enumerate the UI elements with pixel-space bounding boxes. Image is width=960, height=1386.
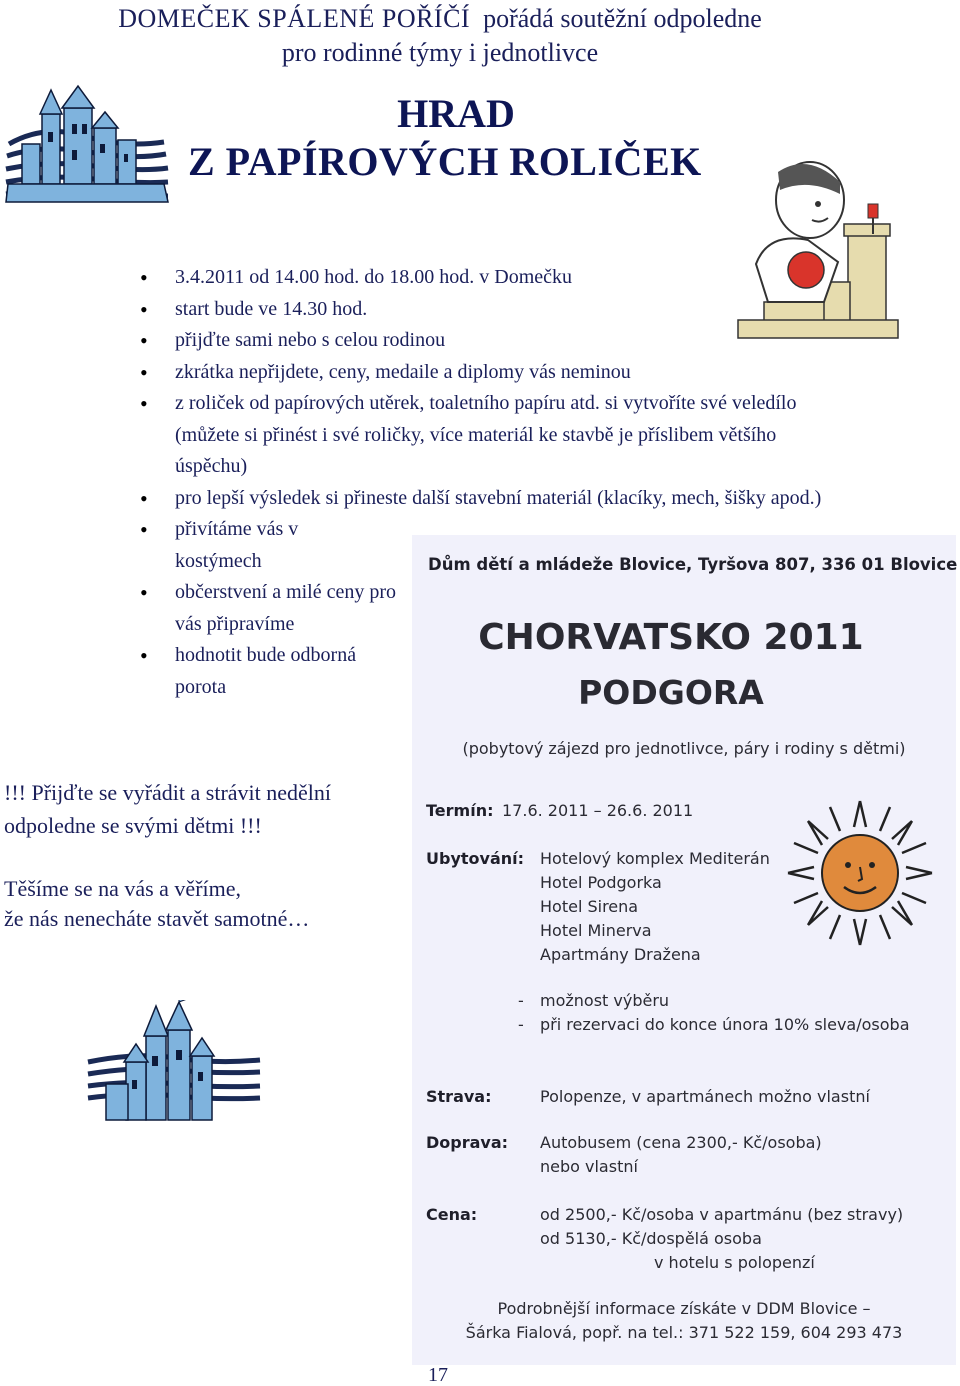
food-label: Strava: (426, 1087, 492, 1106)
accommodation-label: Ubytování: (426, 849, 525, 868)
food-value: Polopenze, v apartmánech možno vlastní (540, 1087, 870, 1106)
closing-line: !!! Přijďte se vyřádit a strávit nedělní (4, 780, 332, 805)
event-title-line-2: Z PAPÍROVÝCH ROLIČEK (188, 139, 702, 184)
poster-contact-line: Šárka Fialová, popř. na tel.: 371 522 159, 604 293 473 (465, 1323, 903, 1342)
castle-illustration-small (86, 1000, 262, 1130)
list-item: • přivítáme vás v kostýmech (140, 514, 310, 577)
note-item: možnost výběru (540, 991, 670, 1010)
list-item: • pro lepší výsledek si přineste další stavební materiál (klacíky, mech, šišky apod.) (140, 483, 880, 515)
price-value: od 2500,- Kč/osoba v apartmánu (bez stravy) (540, 1205, 904, 1224)
sun-icon (780, 793, 940, 953)
poster-info-line: Podrobnější informace získáte v DDM Blovice – (497, 1299, 871, 1318)
accommodation-item: Hotel Sirena (540, 897, 639, 916)
closing-wish (4, 874, 404, 934)
list-item: • zkrátka nepřijdete, ceny, medaile a diplomy vás neminou (140, 357, 900, 389)
poster-destination: PODGORA (578, 673, 764, 712)
price-label: Cena: (426, 1205, 478, 1224)
price-value: od 5130,- Kč/dospělá osoba (540, 1229, 762, 1248)
list-item: • start bude ve 14.30 hod. (140, 294, 900, 326)
transport-value: Autobusem (cena 2300,- Kč/osoba) (540, 1133, 822, 1152)
list-item: • z roliček od papírových utěrek, toaletního papíru atd. si vytvoříte své veledílo (můžete si přinést i své roličky, více materiál ke stavbě je příslibem většího úspěchu) (140, 388, 830, 483)
list-item: • přijďte sami nebo s celou rodinou (140, 325, 900, 357)
poster-address: Dům dětí a mládeže Blovice, Tyršova 807, 336 01 Blovice (428, 555, 958, 574)
note-item: při rezervaci do konce února 10% sleva/osoba (540, 1015, 910, 1034)
term-value: 17.6. 2011 – 26.6. 2011 (502, 801, 694, 820)
event-title-line-1: HRAD (397, 91, 515, 136)
poster-title: CHORVATSKO 2011 (478, 617, 864, 658)
organizer-name: DOMEČEK SPÁLENÉ POŘÍČÍ (118, 4, 471, 33)
accommodation-item: Hotelový komplex Mediterán (540, 849, 770, 868)
term-label: Termín: (426, 801, 494, 820)
closing-line: odpoledne se svými dětmi !!! (4, 813, 262, 838)
accommodation-item: Hotel Podgorka (540, 873, 662, 892)
list-item: • 3.4.2011 od 14.00 hod. do 18.00 hod. v Domečku (140, 262, 900, 294)
dash: - (518, 1015, 524, 1034)
accommodation-item: Apartmány Dražena (540, 945, 701, 964)
header-line-1-rest: pořádá soutěžní odpoledne (483, 4, 762, 33)
page-number: 17 (428, 1364, 448, 1386)
closing-invitation (4, 776, 404, 842)
list-item: • hodnotit bude odborná porota (140, 640, 390, 703)
header-line-1 (0, 4, 880, 34)
castle-illustration (4, 84, 170, 209)
croatia-trip-poster (412, 535, 956, 1365)
accommodation-item: Hotel Minerva (540, 921, 652, 940)
transport-value: nebo vlastní (540, 1157, 638, 1176)
dash: - (518, 991, 524, 1010)
price-value: v hotelu s polopenzí (654, 1253, 815, 1272)
transport-label: Doprava: (426, 1133, 509, 1152)
poster-subtitle: (pobytový zájezd pro jednotlivce, páry i rodiny s dětmi) (462, 739, 906, 758)
closing-line: Těšíme se na vás a věříme, (4, 876, 242, 901)
closing-line: že nás nenecháte stavět samotné… (4, 906, 310, 931)
list-item: • občerstvení a milé ceny pro vás připravíme (140, 577, 400, 640)
header-line-2: pro rodinné týmy i jednotlivce (281, 38, 599, 67)
